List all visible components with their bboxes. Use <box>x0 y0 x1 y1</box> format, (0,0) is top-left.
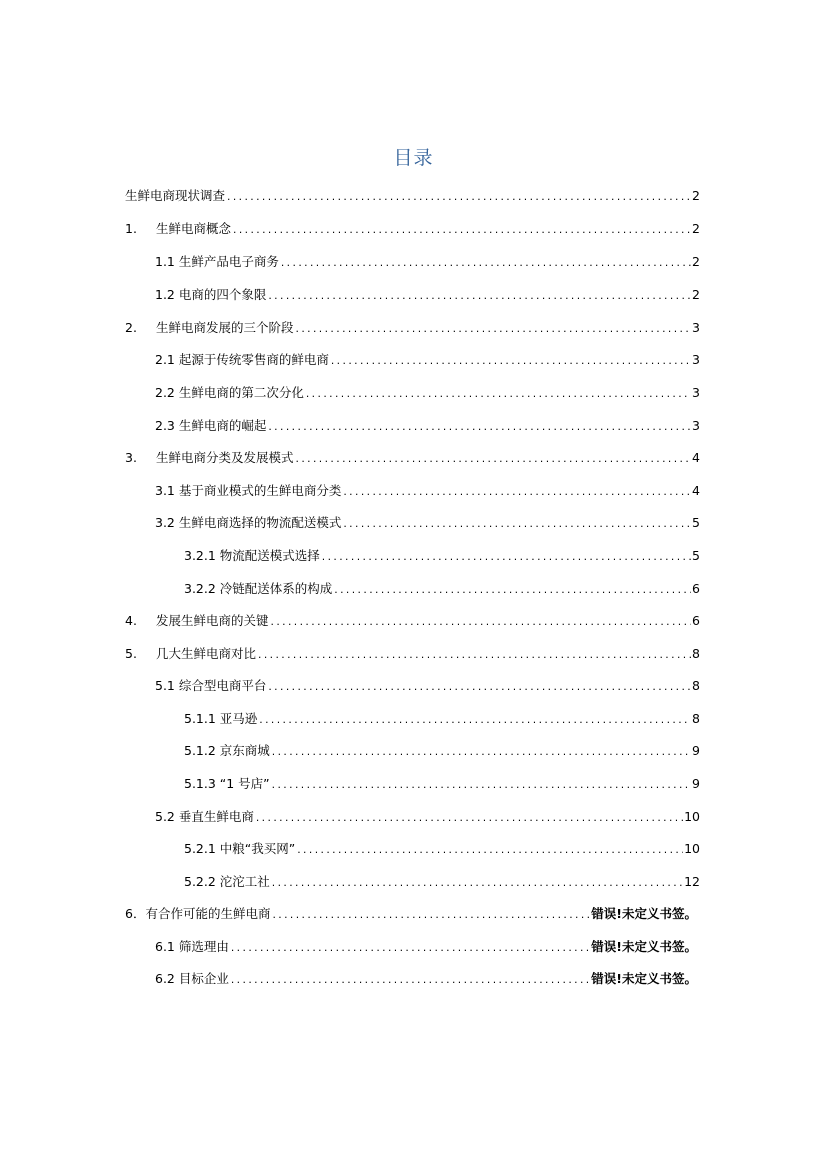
toc-entry-page: 9 <box>692 776 700 791</box>
toc-entry[interactable] <box>155 935 697 955</box>
toc-entry[interactable] <box>125 184 700 204</box>
toc-entry[interactable] <box>184 739 700 759</box>
toc-entry-label: 2.3 生鲜电商的崛起 <box>155 418 267 433</box>
toc-entry-label: 发展生鲜电商的关键 <box>156 613 269 628</box>
toc-leader-dots <box>267 422 691 434</box>
toc-entry-label: 5.2.1 中粮“我买网” <box>184 841 296 856</box>
toc-entry-number: 1. <box>125 221 137 236</box>
toc-leader-dots <box>295 454 692 466</box>
toc-leader-dots <box>342 487 691 499</box>
toc-entry-label: 1.1 生鲜产品电子商务 <box>155 254 279 269</box>
toc-entry[interactable] <box>184 837 700 857</box>
toc-leader-dots <box>270 617 692 629</box>
toc-entry[interactable] <box>155 511 700 531</box>
toc-entry-page: 3 <box>692 320 700 335</box>
toc-leader-dots <box>330 356 691 368</box>
toc-entry-label: 生鲜电商发展的三个阶段 <box>156 320 294 335</box>
toc-entry[interactable] <box>125 642 700 662</box>
toc-entry[interactable] <box>155 967 697 987</box>
toc-entry-page: 3 <box>692 352 700 367</box>
toc-entry-label: 5.2.2 沱沱工社 <box>184 874 270 889</box>
toc-entry-number: 5. <box>125 646 137 661</box>
toc-entry[interactable] <box>125 316 700 336</box>
toc-entry-label: 3.1 基于商业模式的生鲜电商分类 <box>155 483 342 498</box>
toc-entry-page: 9 <box>692 743 700 758</box>
toc-entry-page: 8 <box>692 711 700 726</box>
toc-leader-dots <box>321 552 691 564</box>
toc-entry[interactable] <box>125 217 700 237</box>
toc-entry-error-text: 错误!未定义书签。 <box>591 906 697 921</box>
toc-leader-dots <box>267 682 691 694</box>
toc-entry[interactable] <box>155 283 700 303</box>
toc-leader-dots <box>267 291 691 303</box>
toc-leader-dots <box>280 258 691 270</box>
toc-entry-label: 5.1.1 亚马逊 <box>184 711 258 726</box>
toc-entry-page: 5 <box>692 515 700 530</box>
toc-entry-page: 2 <box>692 221 700 236</box>
toc-entry-page: 3 <box>692 418 700 433</box>
toc-entry-label: 5.1.2 京东商城 <box>184 743 270 758</box>
toc-leader-dots <box>271 747 691 759</box>
toc-entry-error-text: 错误!未定义书签。 <box>591 939 697 954</box>
toc-entry-error-text: 错误!未定义书签。 <box>591 971 697 986</box>
toc-entry[interactable] <box>155 250 700 270</box>
toc-entry-page: 8 <box>692 646 700 661</box>
toc-leader-dots <box>257 650 691 662</box>
toc-entry-label: 6.2 目标企业 <box>155 971 229 986</box>
toc-entry-label: 1.2 电商的四个象限 <box>155 287 267 302</box>
toc-entry-page: 5 <box>692 548 700 563</box>
toc-leader-dots <box>305 389 691 401</box>
toc-leader-dots <box>230 975 590 987</box>
toc-entry-number: 2. <box>125 320 137 335</box>
toc-entry-page: 4 <box>692 450 700 465</box>
toc-entry[interactable] <box>125 446 700 466</box>
toc-entry-label: 2.2 生鲜电商的第二次分化 <box>155 385 304 400</box>
toc-leader-dots <box>226 192 691 204</box>
toc-entry-page: 10 <box>684 809 700 824</box>
toc-leader-dots <box>255 813 683 825</box>
toc-entry-page: 12 <box>684 874 700 889</box>
toc-entry-label: 6.1 筛选理由 <box>155 939 229 954</box>
toc-entry[interactable] <box>125 902 697 922</box>
toc-entry[interactable] <box>155 414 700 434</box>
toc-entry[interactable] <box>125 609 700 629</box>
toc-entry-page: 4 <box>692 483 700 498</box>
toc-entry[interactable] <box>184 707 700 727</box>
toc-entry-label: 几大生鲜电商对比 <box>156 646 257 661</box>
toc-entry-page: 2 <box>692 188 700 203</box>
toc-entry[interactable] <box>155 674 700 694</box>
toc-leader-dots <box>232 225 691 237</box>
toc-entry[interactable] <box>184 544 700 564</box>
toc-entry[interactable] <box>155 381 700 401</box>
toc-entry-label: 3.2.2 冷链配送体系的构成 <box>184 581 333 596</box>
toc-entry-number: 3. <box>125 450 137 465</box>
toc-entry-label: 3.2.1 物流配送模式选择 <box>184 548 320 563</box>
toc-leader-dots <box>271 780 691 792</box>
toc-leader-dots <box>333 585 691 597</box>
toc-entry-label: 5.1 综合型电商平台 <box>155 678 267 693</box>
toc-leader-dots <box>295 324 692 336</box>
toc-leader-dots <box>271 910 590 922</box>
toc-leader-dots <box>230 943 590 955</box>
toc-entry[interactable] <box>184 870 700 890</box>
toc-entry[interactable] <box>184 772 700 792</box>
toc-leader-dots <box>296 845 683 857</box>
toc-title: 目录 <box>393 147 434 169</box>
toc-leader-dots <box>258 715 691 727</box>
toc-leader-dots <box>271 878 683 890</box>
toc-entry[interactable] <box>155 805 700 825</box>
toc-entry-page: 6 <box>692 613 700 628</box>
toc-entry[interactable] <box>184 577 700 597</box>
toc-entry-label: 生鲜电商现状调查 <box>125 188 226 203</box>
toc-entry-page: 6 <box>692 581 700 596</box>
toc-entry-page: 2 <box>692 287 700 302</box>
toc-leader-dots <box>342 519 691 531</box>
toc-entry-label: 生鲜电商分类及发展模式 <box>156 450 294 465</box>
toc-entry-label: 2.1 起源于传统零售商的鲜电商 <box>155 352 329 367</box>
toc-entry-label: 3.2 生鲜电商选择的物流配送模式 <box>155 515 342 530</box>
toc-entry[interactable] <box>155 348 700 368</box>
toc-entry-label: 5.1.3 “1 号店” <box>184 776 270 791</box>
toc-entry-page: 3 <box>692 385 700 400</box>
toc-entry-label: 生鲜电商概念 <box>156 221 232 236</box>
toc-entry-label: 5.2 垂直生鲜电商 <box>155 809 254 824</box>
toc-entry[interactable] <box>155 479 700 499</box>
toc-entry-page: 10 <box>684 841 700 856</box>
toc-entry-label: 6．有合作可能的生鲜电商 <box>125 906 271 921</box>
toc-entry-number: 4. <box>125 613 137 628</box>
toc-entry-page: 8 <box>692 678 700 693</box>
toc-entry-page: 2 <box>692 254 700 269</box>
